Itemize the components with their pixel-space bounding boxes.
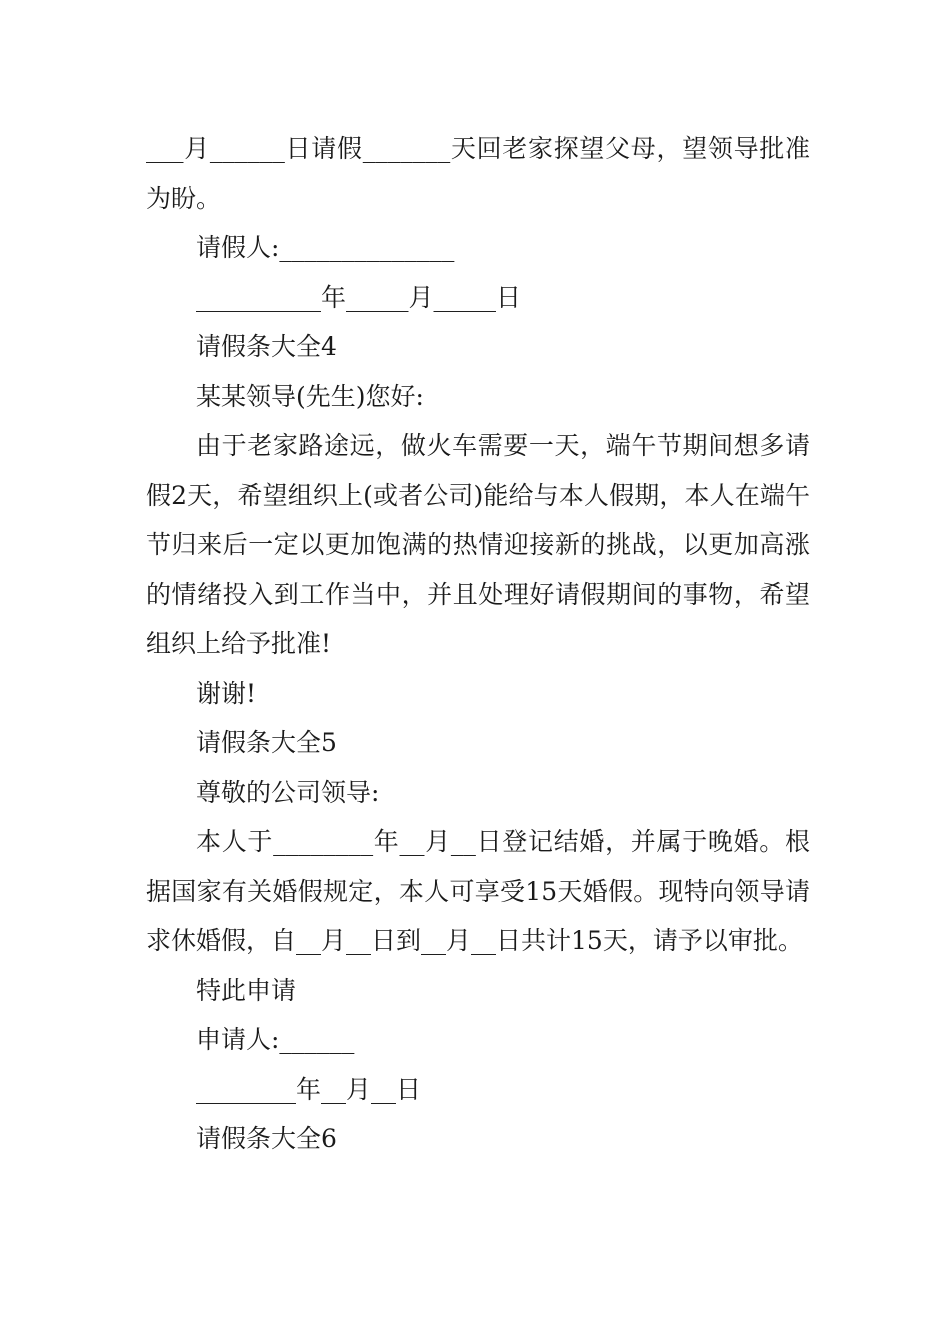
salutation-line: 某某领导(先生)您好:	[196, 381, 424, 411]
leave-request-continuation: ___月______日请假_______天回老家探望父母，望领导批准为盼。	[146, 134, 810, 213]
body-paragraph: 本人于________年__月__日登记结婚，并属于晚婚。根据国家有关婚假规定，本人可享受15天婚假。现特向领导请求休婚假，自__月__日到__月__日共计15天，请予以审批。	[146, 827, 810, 955]
thanks-line: 谢谢!	[196, 678, 257, 708]
salutation-line: 尊敬的公司领导:	[196, 777, 380, 807]
applicant-signature-line: 请假人:______________	[196, 233, 455, 262]
date-line: __________年_____月_____日	[196, 282, 522, 312]
closing-line: 特此申请	[196, 975, 297, 1005]
section-title-4: 请假条大全4	[196, 332, 337, 361]
document-body	[146, 124, 810, 1164]
date-line: ________年__月__日	[196, 1074, 422, 1104]
applicant-signature-line: 申请人:______	[196, 1025, 355, 1054]
section-title-6: 请假条大全6	[196, 1124, 337, 1153]
body-paragraph: 由于老家路途远，做火车需要一天，端午节期间想多请假2天，希望组织上(或者公司)能给与本人假期，本人在端午节归来后一定以更加饱满的热情迎接新的挑战，以更加高涨的情绪投入到工作当中，并且处理好请假期间的事物，希望组织上给予批准!	[146, 431, 810, 658]
section-title-5: 请假条大全5	[196, 728, 337, 757]
